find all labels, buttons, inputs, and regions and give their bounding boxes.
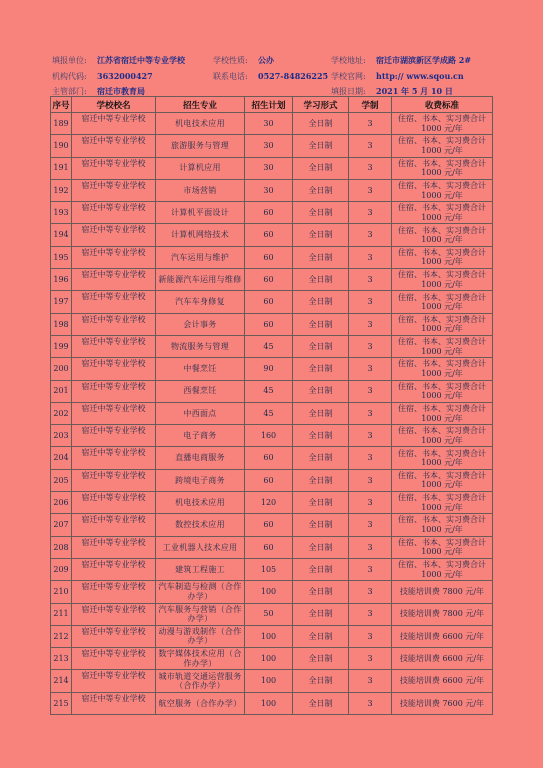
cell-years: 3 xyxy=(349,425,392,447)
cell-form: 全日制 xyxy=(293,625,349,647)
cell-school: 宿迁中等专业学校 xyxy=(72,581,156,603)
cell-major: 城市轨道交通运营服务（合作办学） xyxy=(156,670,245,692)
cell-no: 204 xyxy=(51,447,72,469)
cell-school: 宿迁中等专业学校 xyxy=(72,291,156,313)
cell-no: 189 xyxy=(51,113,72,135)
cell-no: 209 xyxy=(51,558,72,580)
col-header-plan: 招生计划 xyxy=(245,97,293,113)
cell-years: 3 xyxy=(349,625,392,647)
cell-school: 宿迁中等专业学校 xyxy=(72,269,156,291)
cell-years: 3 xyxy=(349,536,392,558)
cell-fee: 技能培训费 7800 元/年 xyxy=(392,581,493,603)
table-body xyxy=(51,113,493,715)
cell-form: 全日制 xyxy=(293,202,349,224)
cell-fee: 住宿、书本、实习费合计 1000 元/年 xyxy=(392,558,493,580)
cell-form: 全日制 xyxy=(293,469,349,491)
cell-plan: 90 xyxy=(245,358,293,380)
header-row-2 xyxy=(52,69,502,85)
cell-fee: 技能培训费 6600 元/年 xyxy=(392,625,493,647)
enrollment-table xyxy=(50,96,493,715)
cell-major: 西餐烹饪 xyxy=(156,380,245,402)
cell-school: 宿迁中等专业学校 xyxy=(72,246,156,268)
col-header-form: 学习形式 xyxy=(293,97,349,113)
cell-school: 宿迁中等专业学校 xyxy=(72,135,156,157)
cell-major: 计算机平面设计 xyxy=(156,202,245,224)
cell-major: 市场营销 xyxy=(156,179,245,201)
cell-no: 192 xyxy=(51,179,72,201)
cell-no: 207 xyxy=(51,514,72,536)
cell-school: 宿迁中等专业学校 xyxy=(72,224,156,246)
cell-major: 计算机应用 xyxy=(156,157,245,179)
cell-plan: 60 xyxy=(245,514,293,536)
cell-no: 191 xyxy=(51,157,72,179)
cell-major: 中西面点 xyxy=(156,402,245,424)
cell-plan: 100 xyxy=(245,692,293,714)
table-row xyxy=(51,157,493,179)
cell-fee: 住宿、书本、实习费合计 1000 元/年 xyxy=(392,380,493,402)
cell-form: 全日制 xyxy=(293,536,349,558)
unit-value: 江苏省宿迁中等专业学校 xyxy=(97,55,185,65)
cell-school: 宿迁中等专业学校 xyxy=(72,402,156,424)
cell-no: 215 xyxy=(51,692,72,714)
table-row xyxy=(51,558,493,580)
cell-plan: 60 xyxy=(245,469,293,491)
cell-plan: 100 xyxy=(245,670,293,692)
table-row xyxy=(51,135,493,157)
cell-no: 195 xyxy=(51,246,72,268)
cell-form: 全日制 xyxy=(293,335,349,357)
cell-fee: 住宿、书本、实习费合计 1000 元/年 xyxy=(392,202,493,224)
cell-no: 202 xyxy=(51,402,72,424)
cell-plan: 100 xyxy=(245,648,293,670)
cell-school: 宿迁中等专业学校 xyxy=(72,648,156,670)
cell-major: 跨境电子商务 xyxy=(156,469,245,491)
cell-school: 宿迁中等专业学校 xyxy=(72,558,156,580)
cell-plan: 100 xyxy=(245,581,293,603)
cell-major: 计算机网络技术 xyxy=(156,224,245,246)
table-row xyxy=(51,291,493,313)
cell-plan: 60 xyxy=(245,313,293,335)
cell-form: 全日制 xyxy=(293,358,349,380)
cell-major: 机电技术应用 xyxy=(156,492,245,514)
report-header xyxy=(52,53,502,100)
cell-form: 全日制 xyxy=(293,447,349,469)
nature-label: 学校性质: xyxy=(213,56,248,65)
cell-fee: 住宿、书本、实习费合计 1000 元/年 xyxy=(392,224,493,246)
cell-form: 全日制 xyxy=(293,246,349,268)
cell-school: 宿迁中等专业学校 xyxy=(72,179,156,201)
cell-fee: 住宿、书本、实习费合计 1000 元/年 xyxy=(392,514,493,536)
table-header-row xyxy=(51,97,493,113)
cell-school: 宿迁中等专业学校 xyxy=(72,157,156,179)
address-value: 宿迁市湖滨新区学成路 2# xyxy=(376,55,472,65)
cell-fee: 住宿、书本、实习费合计 1000 元/年 xyxy=(392,113,493,135)
cell-major: 建筑工程施工 xyxy=(156,558,245,580)
table-row xyxy=(51,469,493,491)
unit-label: 填报单位: xyxy=(52,56,87,65)
cell-plan: 120 xyxy=(245,492,293,514)
cell-fee: 住宿、书本、实习费合计 1000 元/年 xyxy=(392,313,493,335)
cell-no: 194 xyxy=(51,224,72,246)
cell-school: 宿迁中等专业学校 xyxy=(72,447,156,469)
cell-plan: 30 xyxy=(245,157,293,179)
code-label: 机构代码: xyxy=(52,71,87,81)
cell-years: 3 xyxy=(349,358,392,380)
table-row xyxy=(51,625,493,647)
cell-years: 3 xyxy=(349,447,392,469)
cell-fee: 住宿、书本、实习费合计 1000 元/年 xyxy=(392,402,493,424)
cell-years: 3 xyxy=(349,224,392,246)
cell-no: 196 xyxy=(51,269,72,291)
table-row xyxy=(51,581,493,603)
table-row xyxy=(51,670,493,692)
cell-major: 汽车制造与检测（合作办学） xyxy=(156,581,245,603)
cell-form: 全日制 xyxy=(293,558,349,580)
cell-no: 213 xyxy=(51,648,72,670)
cell-fee: 住宿、书本、实习费合计 1000 元/年 xyxy=(392,492,493,514)
cell-major: 物流服务与管理 xyxy=(156,335,245,357)
cell-plan: 105 xyxy=(245,558,293,580)
cell-no: 210 xyxy=(51,581,72,603)
cell-years: 3 xyxy=(349,581,392,603)
table-row xyxy=(51,447,493,469)
cell-school: 宿迁中等专业学校 xyxy=(72,514,156,536)
cell-fee: 住宿、书本、实习费合计 1000 元/年 xyxy=(392,246,493,268)
cell-fee: 住宿、书本、实习费合计 1000 元/年 xyxy=(392,425,493,447)
cell-plan: 30 xyxy=(245,179,293,201)
cell-major: 机电技术应用 xyxy=(156,113,245,135)
cell-major: 汽车运用与维护 xyxy=(156,246,245,268)
cell-form: 全日制 xyxy=(293,269,349,291)
dept-value: 宿迁市教育局 xyxy=(97,86,145,96)
cell-school: 宿迁中等专业学校 xyxy=(72,670,156,692)
cell-form: 全日制 xyxy=(293,581,349,603)
cell-fee: 住宿、书本、实习费合计 1000 元/年 xyxy=(392,157,493,179)
cell-major: 中餐烹饪 xyxy=(156,358,245,380)
cell-form: 全日制 xyxy=(293,291,349,313)
cell-school: 宿迁中等专业学校 xyxy=(72,603,156,625)
cell-years: 3 xyxy=(349,492,392,514)
table-row xyxy=(51,358,493,380)
cell-years: 3 xyxy=(349,269,392,291)
cell-school: 宿迁中等专业学校 xyxy=(72,313,156,335)
cell-years: 3 xyxy=(349,135,392,157)
cell-years: 3 xyxy=(349,246,392,268)
cell-form: 全日制 xyxy=(293,135,349,157)
col-header-years: 学制 xyxy=(349,97,392,113)
table-row xyxy=(51,313,493,335)
cell-plan: 60 xyxy=(245,269,293,291)
cell-fee: 住宿、书本、实习费合计 1000 元/年 xyxy=(392,447,493,469)
cell-form: 全日制 xyxy=(293,670,349,692)
cell-fee: 技能培训费 6600 元/年 xyxy=(392,670,493,692)
table-row xyxy=(51,603,493,625)
cell-no: 214 xyxy=(51,670,72,692)
cell-years: 3 xyxy=(349,335,392,357)
cell-form: 全日制 xyxy=(293,603,349,625)
table-row xyxy=(51,179,493,201)
cell-school: 宿迁中等专业学校 xyxy=(72,113,156,135)
cell-fee: 住宿、书本、实习费合计 1000 元/年 xyxy=(392,291,493,313)
cell-years: 3 xyxy=(349,291,392,313)
cell-form: 全日制 xyxy=(293,113,349,135)
cell-school: 宿迁中等专业学校 xyxy=(72,692,156,714)
cell-plan: 60 xyxy=(245,291,293,313)
address-label: 学校地址: xyxy=(331,56,366,65)
cell-form: 全日制 xyxy=(293,313,349,335)
cell-plan: 60 xyxy=(245,224,293,246)
cell-years: 3 xyxy=(349,692,392,714)
cell-fee: 住宿、书本、实习费合计 1000 元/年 xyxy=(392,335,493,357)
nature-value: 公办 xyxy=(258,55,274,65)
cell-form: 全日制 xyxy=(293,425,349,447)
cell-major: 会计事务 xyxy=(156,313,245,335)
col-header-major: 招生专业 xyxy=(156,97,245,113)
table-row xyxy=(51,492,493,514)
cell-major: 电子商务 xyxy=(156,425,245,447)
cell-fee: 住宿、书本、实习费合计 1000 元/年 xyxy=(392,536,493,558)
cell-no: 208 xyxy=(51,536,72,558)
cell-no: 199 xyxy=(51,335,72,357)
table-row xyxy=(51,402,493,424)
table-row xyxy=(51,536,493,558)
cell-major: 旅游服务与管理 xyxy=(156,135,245,157)
cell-school: 宿迁中等专业学校 xyxy=(72,335,156,357)
cell-major: 航空服务（合作办学） xyxy=(156,692,245,714)
cell-major: 汽车服务与营销（合作办学） xyxy=(156,603,245,625)
cell-plan: 60 xyxy=(245,536,293,558)
cell-no: 200 xyxy=(51,358,72,380)
cell-form: 全日制 xyxy=(293,380,349,402)
cell-form: 全日制 xyxy=(293,224,349,246)
table-row xyxy=(51,224,493,246)
cell-major: 数字媒体技术应用（合作办学） xyxy=(156,648,245,670)
cell-plan: 60 xyxy=(245,246,293,268)
cell-plan: 60 xyxy=(245,447,293,469)
cell-fee: 技能培训费 7600 元/年 xyxy=(392,692,493,714)
cell-no: 197 xyxy=(51,291,72,313)
table-row xyxy=(51,425,493,447)
code-value: 3632000427 xyxy=(97,70,153,81)
cell-plan: 60 xyxy=(245,202,293,224)
cell-no: 190 xyxy=(51,135,72,157)
cell-years: 3 xyxy=(349,179,392,201)
cell-no: 211 xyxy=(51,603,72,625)
cell-major: 动漫与游戏制作（合作办学） xyxy=(156,625,245,647)
cell-no: 193 xyxy=(51,202,72,224)
cell-years: 3 xyxy=(349,648,392,670)
date-label: 填报日期: xyxy=(331,87,366,96)
cell-years: 3 xyxy=(349,313,392,335)
cell-years: 3 xyxy=(349,157,392,179)
cell-plan: 160 xyxy=(245,425,293,447)
table-row xyxy=(51,113,493,135)
table-row xyxy=(51,648,493,670)
cell-years: 3 xyxy=(349,603,392,625)
cell-no: 203 xyxy=(51,425,72,447)
cell-form: 全日制 xyxy=(293,402,349,424)
table-row xyxy=(51,692,493,714)
cell-years: 3 xyxy=(349,558,392,580)
cell-school: 宿迁中等专业学校 xyxy=(72,536,156,558)
cell-years: 3 xyxy=(349,670,392,692)
cell-fee: 住宿、书本、实习费合计 1000 元/年 xyxy=(392,179,493,201)
cell-school: 宿迁中等专业学校 xyxy=(72,358,156,380)
cell-major: 直播电商服务 xyxy=(156,447,245,469)
cell-no: 205 xyxy=(51,469,72,491)
table-row xyxy=(51,335,493,357)
cell-fee: 住宿、书本、实习费合计 1000 元/年 xyxy=(392,469,493,491)
col-header-fee: 收费标准 xyxy=(392,97,493,113)
cell-years: 3 xyxy=(349,380,392,402)
dept-label: 主管部门: xyxy=(52,87,87,96)
col-header-no: 序号 xyxy=(51,97,72,113)
table-row xyxy=(51,246,493,268)
cell-school: 宿迁中等专业学校 xyxy=(72,469,156,491)
cell-years: 3 xyxy=(349,469,392,491)
cell-form: 全日制 xyxy=(293,157,349,179)
table-row xyxy=(51,202,493,224)
cell-major: 数控技术应用 xyxy=(156,514,245,536)
cell-years: 3 xyxy=(349,202,392,224)
cell-fee: 技能培训费 7800 元/年 xyxy=(392,603,493,625)
col-header-school: 学校校名 xyxy=(72,97,156,113)
table-row xyxy=(51,269,493,291)
cell-school: 宿迁中等专业学校 xyxy=(72,492,156,514)
cell-years: 3 xyxy=(349,402,392,424)
cell-years: 3 xyxy=(349,113,392,135)
cell-fee: 住宿、书本、实习费合计 1000 元/年 xyxy=(392,135,493,157)
cell-major: 汽车车身修复 xyxy=(156,291,245,313)
cell-plan: 30 xyxy=(245,135,293,157)
cell-no: 212 xyxy=(51,625,72,647)
site-value: http:// www.sqou.cn xyxy=(376,70,464,81)
header-row-1 xyxy=(52,53,502,69)
table-row xyxy=(51,380,493,402)
cell-plan: 45 xyxy=(245,380,293,402)
cell-fee: 住宿、书本、实习费合计 1000 元/年 xyxy=(392,358,493,380)
cell-fee: 住宿、书本、实习费合计 1000 元/年 xyxy=(392,269,493,291)
cell-plan: 45 xyxy=(245,335,293,357)
cell-form: 全日制 xyxy=(293,648,349,670)
date-value: 2021 年 5 月 10 日 xyxy=(376,86,453,96)
table-row xyxy=(51,514,493,536)
cell-major: 工业机器人技术应用 xyxy=(156,536,245,558)
cell-form: 全日制 xyxy=(293,492,349,514)
cell-plan: 100 xyxy=(245,625,293,647)
cell-major: 新能源汽车运用与维修 xyxy=(156,269,245,291)
phone-label: 联系电话: xyxy=(213,71,248,81)
cell-fee: 技能培训费 6600 元/年 xyxy=(392,648,493,670)
cell-form: 全日制 xyxy=(293,514,349,536)
cell-plan: 30 xyxy=(245,113,293,135)
cell-no: 201 xyxy=(51,380,72,402)
cell-school: 宿迁中等专业学校 xyxy=(72,625,156,647)
cell-form: 全日制 xyxy=(293,692,349,714)
cell-plan: 50 xyxy=(245,603,293,625)
site-label: 学校官网: xyxy=(331,71,366,81)
cell-school: 宿迁中等专业学校 xyxy=(72,380,156,402)
cell-plan: 45 xyxy=(245,402,293,424)
cell-years: 3 xyxy=(349,514,392,536)
cell-school: 宿迁中等专业学校 xyxy=(72,425,156,447)
phone-value: 0527-84826225 xyxy=(258,70,329,81)
cell-no: 198 xyxy=(51,313,72,335)
cell-school: 宿迁中等专业学校 xyxy=(72,202,156,224)
cell-form: 全日制 xyxy=(293,179,349,201)
cell-no: 206 xyxy=(51,492,72,514)
